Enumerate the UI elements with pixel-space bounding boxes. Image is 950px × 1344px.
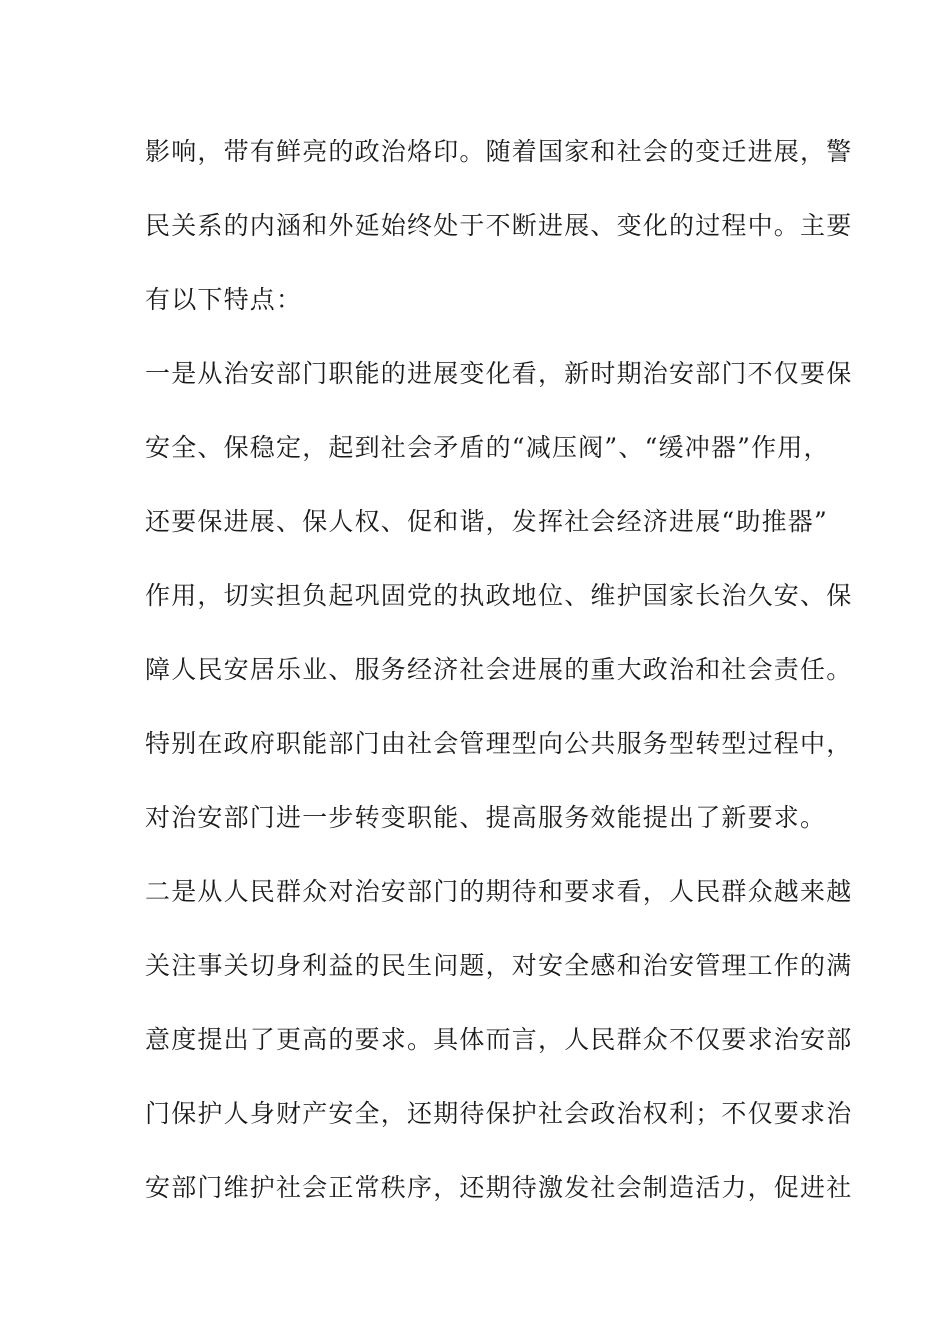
body-text xyxy=(145,130,853,1240)
text-line: 特别在政府职能部门由社会管理型向公共服务型转型过程中， xyxy=(145,729,853,758)
text-line: 作用，切实担负起巩固党的执政地位、维护国家长治久安、保 xyxy=(145,581,853,610)
text-line: 二是从人民群众对治安部门的期待和要求看，人民群众越来越 xyxy=(145,877,853,906)
text-line: 影响，带有鲜亮的政治烙印。随着国家和社会的变迁进展，警 xyxy=(145,137,853,166)
text-line: 一是从治安部门职能的进展变化看，新时期治安部门不仅要保 xyxy=(145,359,853,388)
text-line: 门保护人身财产安全，还期待保护社会政治权利；不仅要求治 xyxy=(145,1099,853,1128)
text-line: 意度提出了更高的要求。具体而言，人民群众不仅要求治安部 xyxy=(145,1025,853,1054)
text-line: 关注事关切身利益的民生问题，对安全感和治安管理工作的满 xyxy=(145,951,853,980)
text-line: 安部门维护社会正常秩序，还期待激发社会制造活力，促进社 xyxy=(145,1173,853,1202)
text-line: 有以下特点： xyxy=(145,285,303,314)
text-line: 民关系的内涵和外延始终处于不断进展、变化的过程中。主要 xyxy=(145,211,853,240)
text-line: 还要保进展、保人权、促和谐，发挥社会经济进展“助推器” xyxy=(145,507,828,536)
text-line: 安全、保稳定，起到社会矛盾的“减压阀”、“缓冲器”作用， xyxy=(145,433,830,462)
text-line: 障人民安居乐业、服务经济社会进展的重大政治和社会责任。 xyxy=(145,655,853,684)
text-line: 对治安部门进一步转变职能、提高服务效能提出了新要求。 xyxy=(145,803,827,832)
